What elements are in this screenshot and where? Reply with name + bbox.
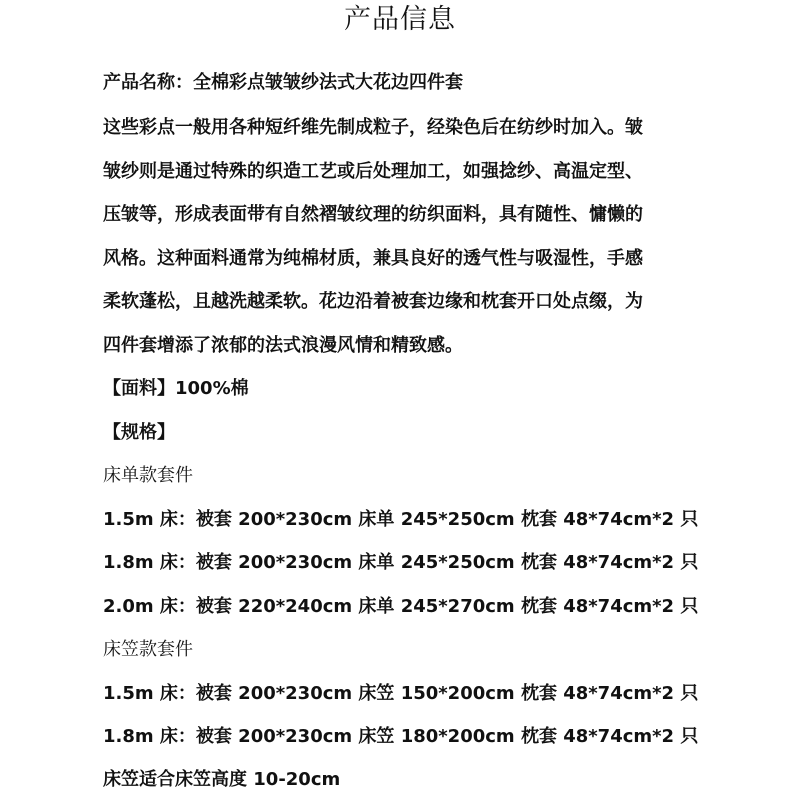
product-name-line: 产品名称：全棉彩点皱皱纱法式大花边四件套 xyxy=(103,72,463,93)
description-line-3: 压皱等，形成表面带有自然褶皱纹理的纺织面料，具有随性、慵懒的 xyxy=(103,204,643,225)
page-title: 产品信息 xyxy=(344,4,456,35)
description-line-2: 皱纱则是通过特殊的织造工艺或后处理加工，如强捻纱、高温定型、 xyxy=(103,161,643,182)
fabric-line: 【面料】100%棉 xyxy=(103,378,249,399)
description-line-4: 风格。这种面料通常为纯棉材质，兼具良好的透气性与吸湿性，手感 xyxy=(103,248,643,269)
fitted-spec-1-5m: 1.5m 床：被套 200*230cm 床笠 150*200cm 枕套 48*74cm*2 只 xyxy=(103,683,699,704)
sheet-spec-1-8m: 1.8m 床：被套 200*230cm 床单 245*250cm 枕套 48*74cm*2 只 xyxy=(103,552,699,573)
description-line-5: 柔软蓬松，且越洗越柔软。花边沿着被套边缘和枕套开口处点缀，为 xyxy=(103,291,643,312)
fitted-spec-1-8m: 1.8m 床：被套 200*230cm 床笠 180*200cm 枕套 48*74cm*2 只 xyxy=(103,726,699,747)
description-line-6: 四件套增添了浓郁的法式浪漫风情和精致感。 xyxy=(103,335,463,356)
sheet-set-heading: 床单款套件 xyxy=(103,465,193,486)
fitted-set-heading: 床笠款套件 xyxy=(103,639,193,660)
fitted-height-note: 床笠适合床笠高度 10-20cm xyxy=(103,769,341,790)
sheet-spec-1-5m: 1.5m 床：被套 200*230cm 床单 245*250cm 枕套 48*74cm*2 只 xyxy=(103,509,699,530)
description-line-1: 这些彩点一般用各种短纤维先制成粒子，经染色后在纺纱时加入。皱 xyxy=(103,117,643,138)
sheet-spec-2-0m: 2.0m 床：被套 220*240cm 床单 245*270cm 枕套 48*74cm*2 只 xyxy=(103,596,699,617)
spec-heading: 【规格】 xyxy=(103,422,175,443)
